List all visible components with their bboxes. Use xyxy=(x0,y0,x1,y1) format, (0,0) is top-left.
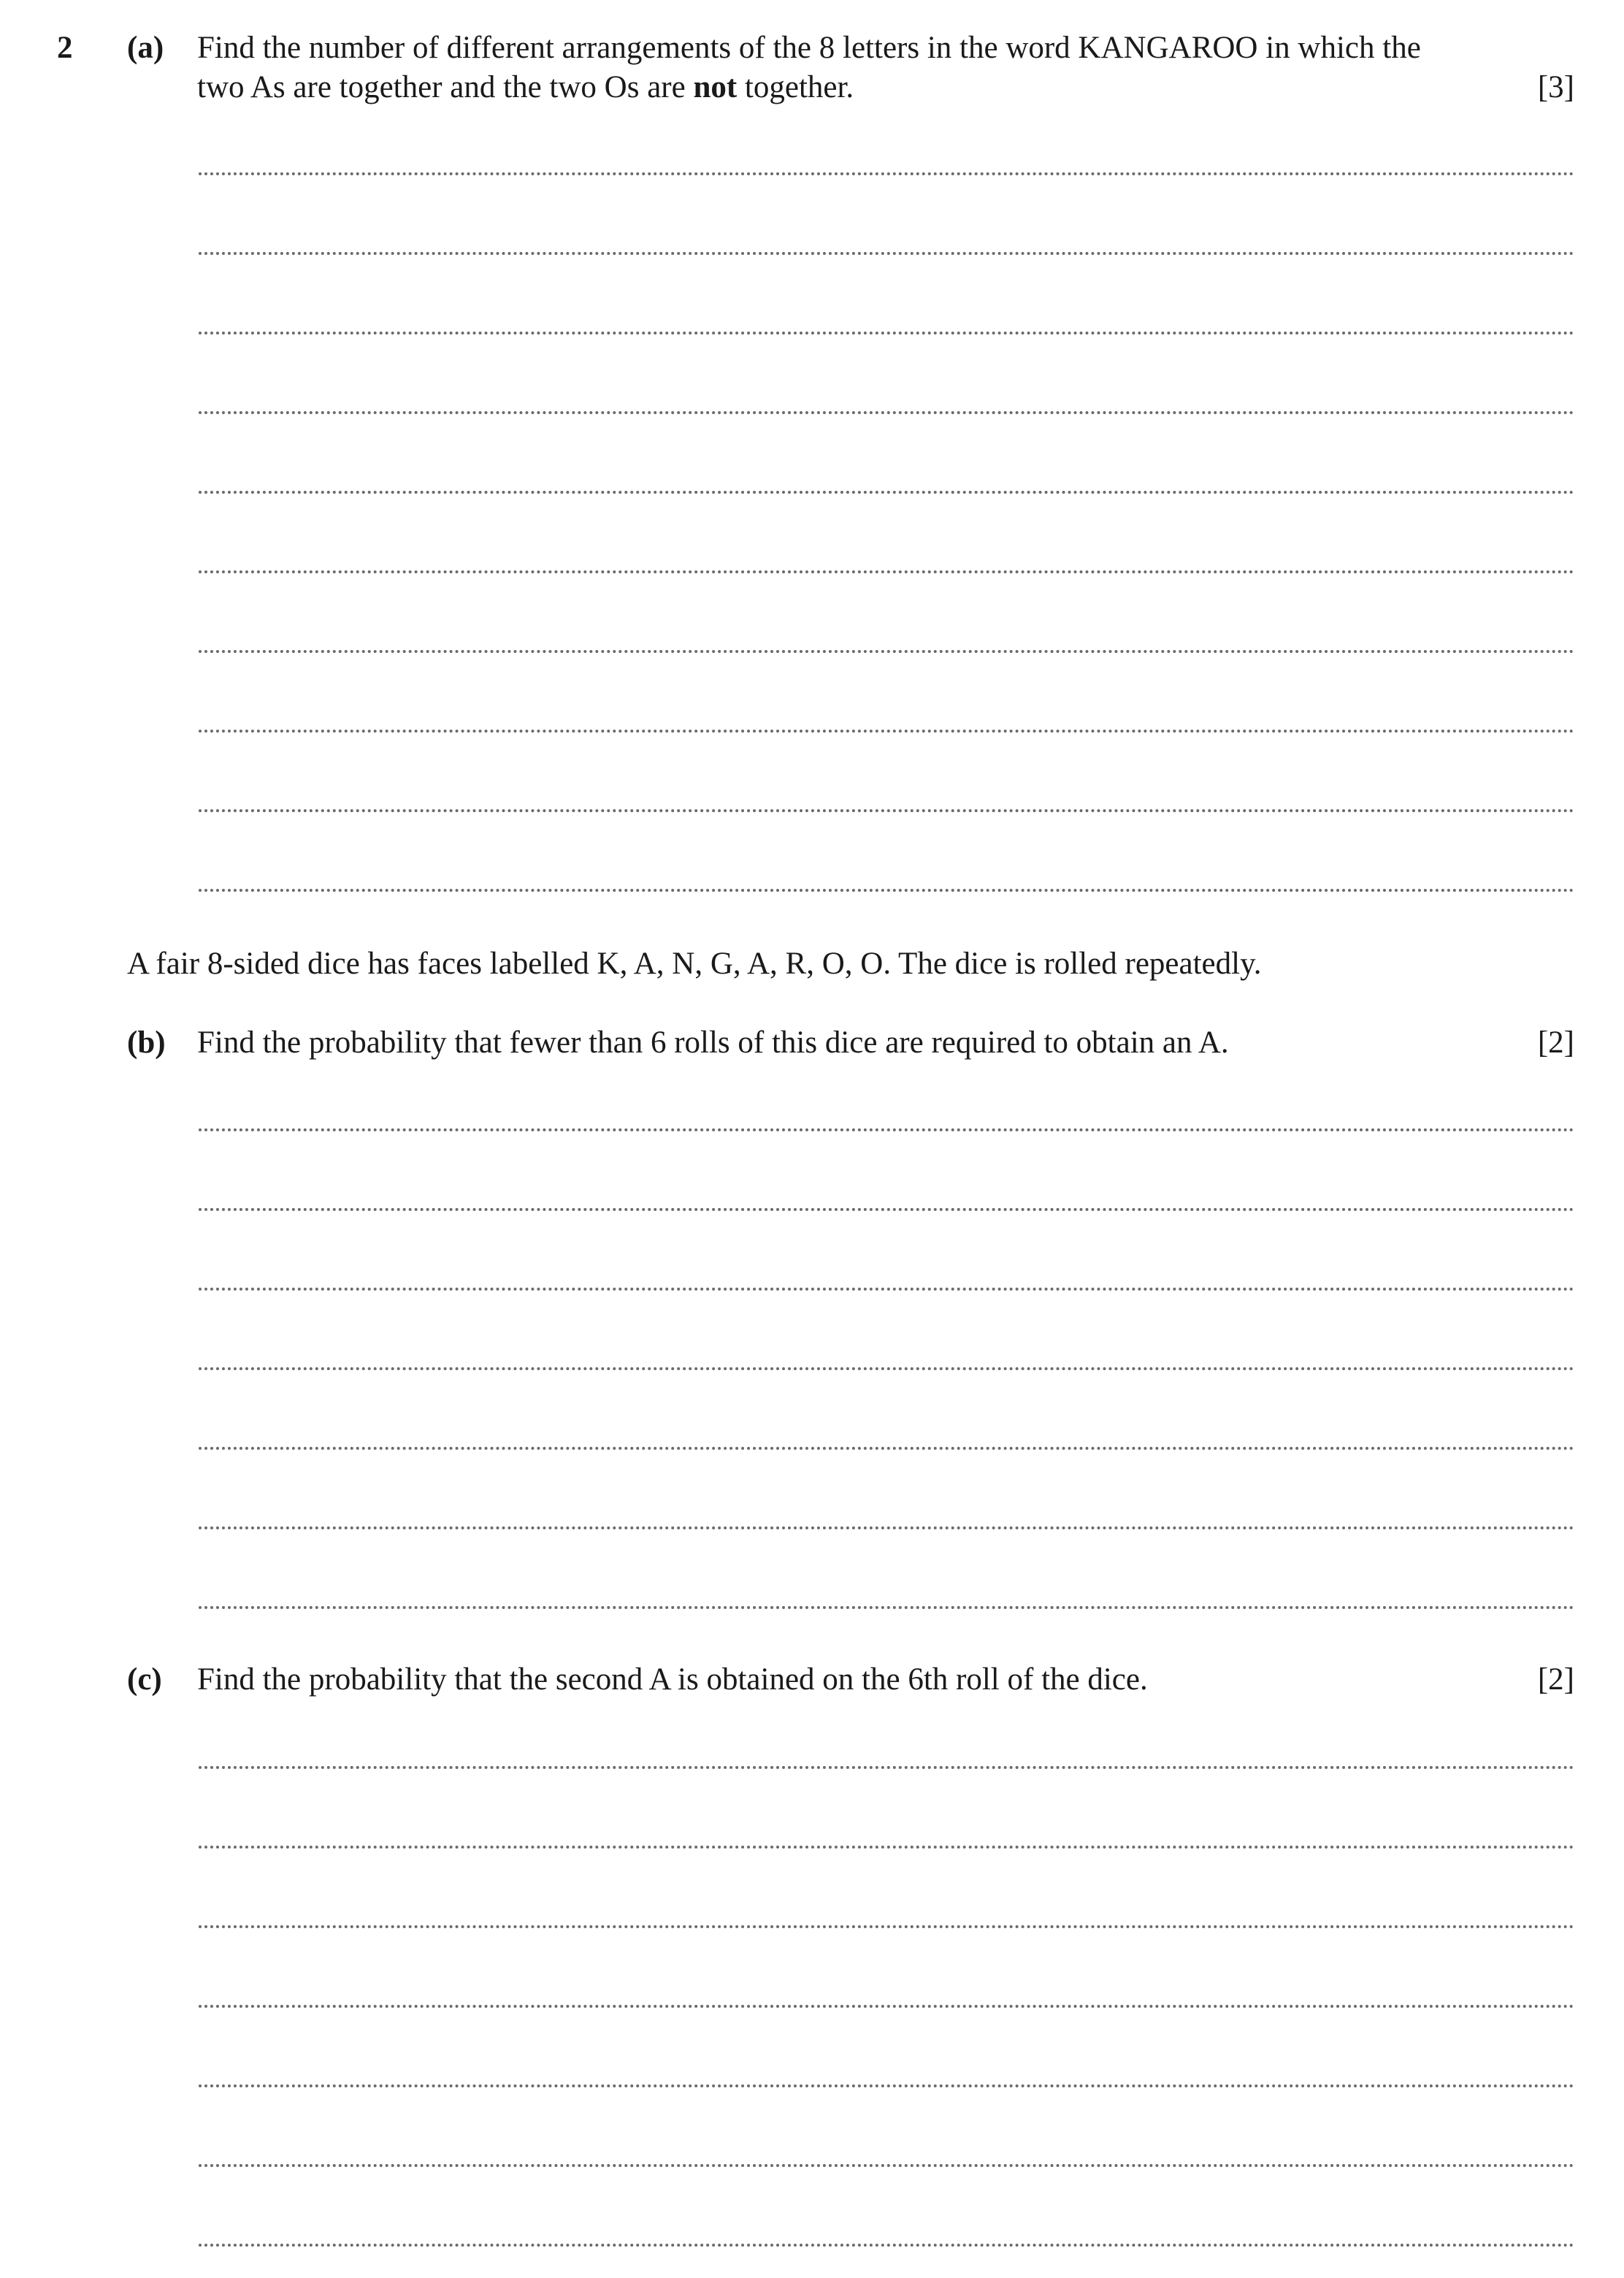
answer-line[interactable] xyxy=(199,1606,1574,1609)
answer-line[interactable] xyxy=(199,252,1574,255)
part-a-line2 xyxy=(197,66,854,110)
answer-line[interactable] xyxy=(199,1128,1574,1131)
part-c-label-text: (c) xyxy=(127,1662,162,1697)
part-b-marks: [2] xyxy=(1537,1025,1574,1060)
answer-line[interactable] xyxy=(199,491,1574,494)
part-a-line2-bold: not xyxy=(693,70,738,104)
answer-line[interactable] xyxy=(199,2005,1574,2008)
part-b-label-text: (b) xyxy=(127,1025,166,1060)
answer-line[interactable] xyxy=(199,570,1574,573)
answer-line[interactable] xyxy=(199,1766,1574,1769)
question-number: 2 xyxy=(57,31,73,65)
answer-line[interactable] xyxy=(199,1367,1574,1370)
part-c-text: Find the probability that the second A is obtained on the 6th roll of the dice. xyxy=(197,1662,1148,1697)
answer-line[interactable] xyxy=(199,1526,1574,1529)
answer-line[interactable] xyxy=(199,1288,1574,1291)
answer-line[interactable] xyxy=(199,889,1574,892)
answer-line[interactable] xyxy=(199,1447,1574,1450)
part-a-line1: Find the number of different arrangements of the 8 letters in the word KANGAROO in which the xyxy=(197,31,1421,65)
question-stem: A fair 8-sided dice has faces labelled K, A, N, G, A, R, O, O. The dice is rolled repeatedly. xyxy=(127,947,1262,981)
answer-line[interactable] xyxy=(199,2244,1574,2247)
part-b-label xyxy=(127,1021,166,1065)
answer-line[interactable] xyxy=(199,411,1574,414)
part-a-label xyxy=(127,26,164,70)
part-b-text: Find the probability that fewer than 6 rolls of this dice are required to obtain an A. xyxy=(197,1025,1229,1060)
part-a-line2-before: two As are together and the two Os are xyxy=(197,70,694,104)
answer-line[interactable] xyxy=(199,1925,1574,1928)
answer-line[interactable] xyxy=(199,2084,1574,2087)
answer-line[interactable] xyxy=(199,332,1574,335)
part-c-label xyxy=(127,1658,162,1702)
part-a-marks: [3] xyxy=(1537,70,1574,104)
answer-line[interactable] xyxy=(199,1208,1574,1211)
answer-line[interactable] xyxy=(199,730,1574,733)
answer-line[interactable] xyxy=(199,650,1574,653)
answer-line[interactable] xyxy=(199,2164,1574,2167)
answer-line[interactable] xyxy=(199,172,1574,175)
answer-line[interactable] xyxy=(199,1846,1574,1849)
part-a-line2-after: together. xyxy=(737,70,854,104)
part-c-marks: [2] xyxy=(1537,1662,1574,1697)
answer-line[interactable] xyxy=(199,809,1574,812)
part-a-label-text: (a) xyxy=(127,31,164,65)
